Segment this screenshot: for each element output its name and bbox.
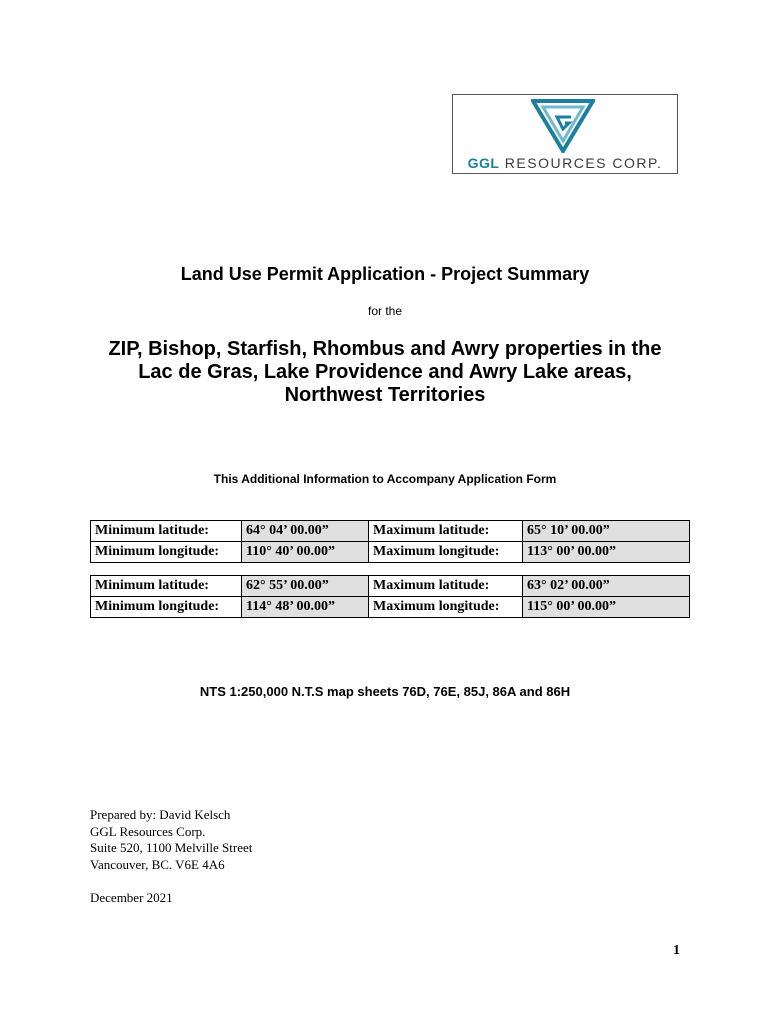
table-row [91,542,690,563]
coordinates-table-2 [90,575,690,618]
prepared-by-block [90,807,252,873]
max-latitude-value: 63° 02’ 00.00” [523,576,690,597]
min-longitude-value: 114° 48’ 00.00” [242,597,369,618]
min-longitude-label: Minimum longitude: [91,542,242,563]
prepared-line: Prepared by: David Kelsch [90,807,231,822]
logo-wordmark: GGL RESOURCES CORP. [467,155,663,171]
company-logo [452,94,678,174]
subtitle-line: Lac de Gras, Lake Providence and Awry Lake areas, [138,361,632,383]
table-row [91,521,690,542]
max-longitude-value: 115° 00’ 00.00” [523,597,690,618]
subtitle-line: Northwest Territories [284,384,486,406]
max-longitude-value: 113° 00’ 00.00” [523,542,690,563]
max-latitude-label: Maximum latitude: [369,576,523,597]
table-row [91,597,690,618]
ggl-logo-icon [531,99,595,153]
max-latitude-label: Maximum latitude: [369,521,523,542]
table-row [91,576,690,597]
prepared-line: Suite 520, 1100 Melville Street [90,840,253,855]
min-longitude-label: Minimum longitude: [91,597,242,618]
min-latitude-label: Minimum latitude: [91,576,242,597]
document-date: December 2021 [90,890,173,905]
coordinates-table-1 [90,520,690,563]
max-longitude-label: Maximum longitude: [369,542,523,563]
min-longitude-value: 110° 40’ 00.00” [242,542,369,563]
page-number: 1 [673,943,680,958]
min-latitude-value: 64° 04’ 00.00” [242,521,369,542]
project-subtitle [0,338,770,407]
prepared-line: Vancouver, BC. V6E 4A6 [90,856,225,872]
min-latitude-label: Minimum latitude: [91,521,242,542]
nts-map-sheets: NTS 1:250,000 N.T.S map sheets 76D, 76E, 85J, 86A and 86H [199,684,571,699]
for-the-text: for the [367,304,403,318]
additional-info-heading: This Additional Information to Accompany Application Form [213,472,557,486]
max-longitude-label: Maximum longitude: [369,597,523,618]
min-latitude-value: 62° 55’ 00.00” [242,576,369,597]
prepared-line: GGL Resources Corp. [90,823,206,839]
subtitle-line: ZIP, Bishop, Starfish, Rhombus and Awry properties in the [108,338,662,360]
document-title: Land Use Permit Application - Project Summary [180,264,590,284]
max-latitude-value: 65° 10’ 00.00” [523,521,690,542]
